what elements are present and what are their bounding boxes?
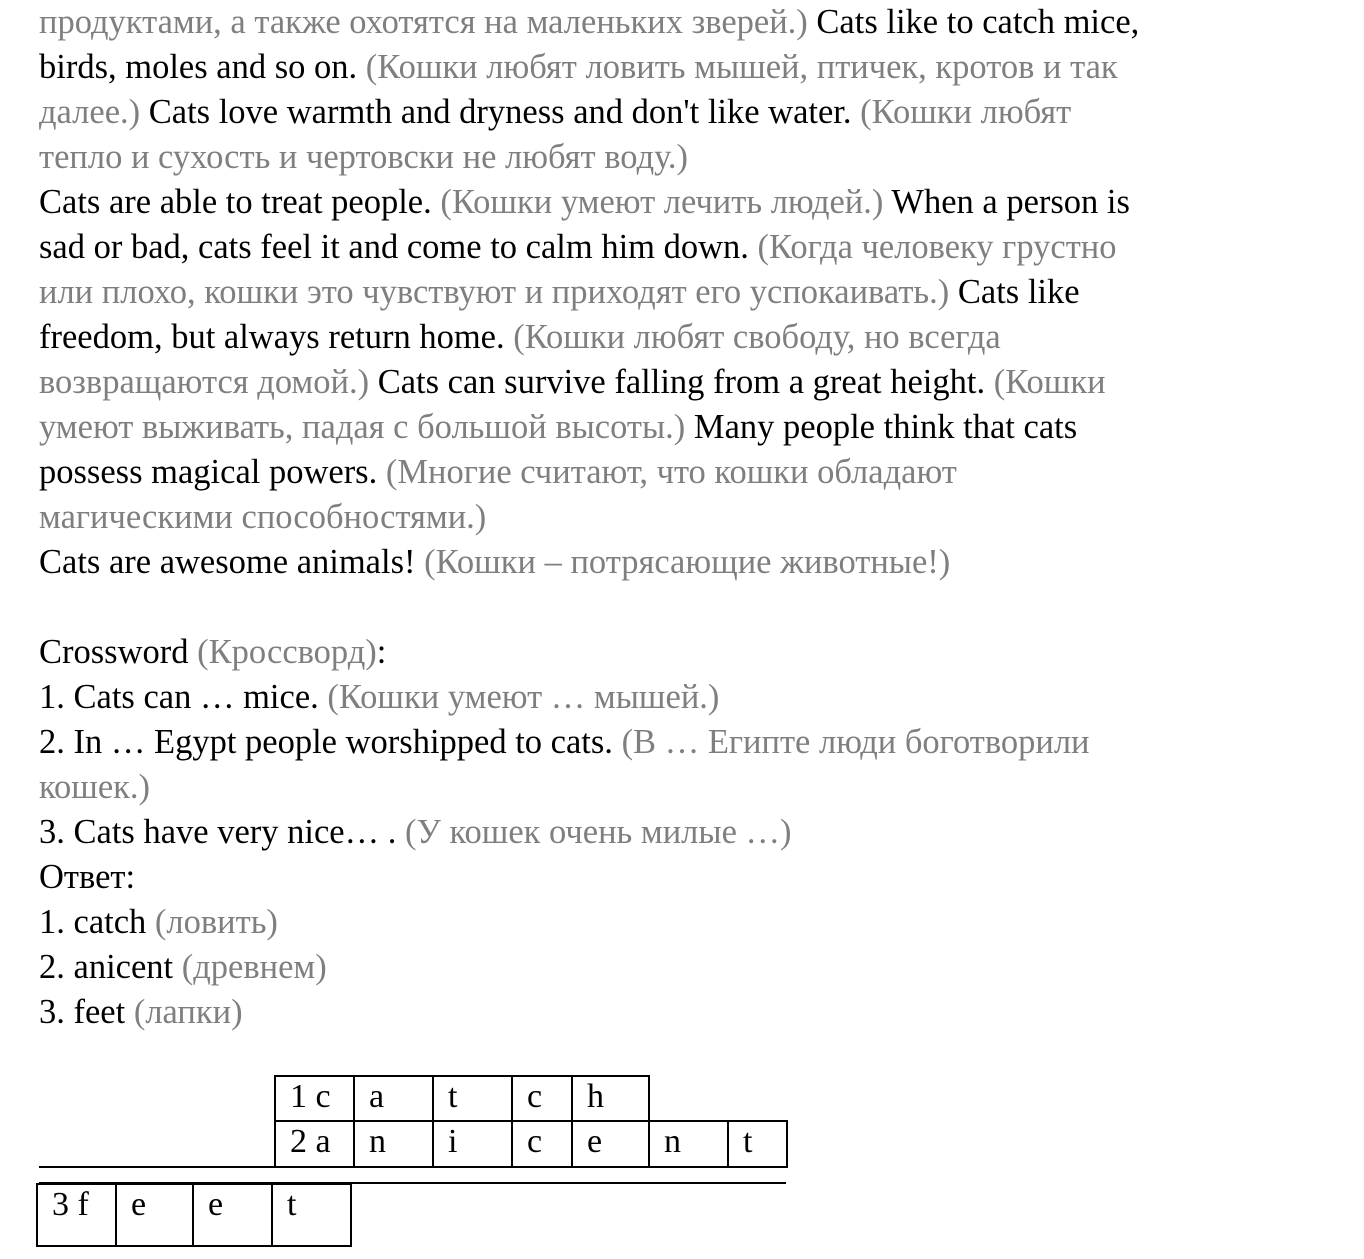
russian-translation: (древнем) bbox=[173, 948, 327, 986]
text-line bbox=[39, 810, 1339, 855]
paragraph bbox=[39, 180, 1339, 540]
english-text: Ответ: bbox=[39, 858, 136, 896]
russian-translation: (Кошки bbox=[985, 363, 1106, 401]
russian-translation: (В … Египте люди боготворили bbox=[612, 723, 1090, 761]
english-text: sad or bad, cats feel it and come to calm him down. bbox=[39, 228, 749, 266]
english-text: birds, moles and so on. bbox=[39, 48, 358, 86]
crossword-cell: e bbox=[115, 1183, 194, 1247]
text-line bbox=[39, 270, 1339, 315]
russian-translation: (Кошки умеют лечить людей.) bbox=[431, 183, 884, 221]
english-text: 3. feet bbox=[39, 993, 126, 1031]
russian-translation: (Кроссворд) bbox=[188, 633, 377, 671]
english-text: 2. In … Egypt people worshipped to cats. bbox=[39, 723, 613, 761]
russian-translation: (Многие считают, что кошки обладают bbox=[377, 453, 957, 491]
crossword-cell: c bbox=[511, 1075, 573, 1122]
english-text: When a person is bbox=[883, 183, 1130, 221]
text-line bbox=[39, 0, 1339, 45]
paragraph bbox=[39, 585, 1339, 630]
text-line bbox=[39, 90, 1339, 135]
crossword-cell: a bbox=[353, 1075, 434, 1122]
crossword-cell: 3 f bbox=[36, 1183, 117, 1247]
russian-translation: тепло и сухость и чертовски не любят воду.) bbox=[39, 138, 689, 176]
crossword-cell: i bbox=[432, 1120, 513, 1168]
text-line bbox=[39, 45, 1339, 90]
text-line bbox=[39, 585, 1339, 630]
russian-translation: далее.) bbox=[39, 93, 141, 131]
russian-translation: (Кошки любят свободу, но всегда bbox=[504, 318, 1001, 356]
english-text: : bbox=[376, 633, 387, 671]
crossword-cell: n bbox=[353, 1120, 434, 1168]
english-text: 1. Cats can … mice. bbox=[39, 678, 319, 716]
crossword-cell: t bbox=[727, 1120, 788, 1168]
paragraph bbox=[39, 540, 1339, 585]
russian-translation: (Кошки умеют … мышей.) bbox=[318, 678, 720, 716]
english-text: possess magical powers. bbox=[39, 453, 378, 491]
text-line bbox=[39, 360, 1339, 405]
english-text: 1. catch bbox=[39, 903, 147, 941]
paragraph bbox=[39, 630, 1339, 1035]
english-text: Cats love warmth and dryness and don't like water. bbox=[140, 93, 852, 131]
russian-translation: умеют выживать, падая с большой высоты.) bbox=[39, 408, 686, 446]
russian-translation: кошек.) bbox=[39, 768, 151, 806]
russian-translation: возвращаются домой.) bbox=[39, 363, 370, 401]
english-text: Crossword bbox=[39, 633, 189, 671]
english-text: freedom, but always return home. bbox=[39, 318, 505, 356]
paragraph bbox=[39, 0, 1339, 180]
english-text: Cats like to catch mice, bbox=[807, 3, 1140, 41]
text-line bbox=[39, 675, 1339, 720]
crossword-cell: h bbox=[571, 1075, 650, 1122]
russian-translation: магическими способностями.) bbox=[39, 498, 487, 536]
english-text bbox=[39, 588, 48, 626]
russian-translation: или плохо, кошки это чувствуют и приходят его успокаивать.) bbox=[39, 273, 950, 311]
text-line bbox=[39, 495, 1339, 540]
text-line bbox=[39, 540, 1339, 585]
text-line bbox=[39, 990, 1339, 1035]
russian-translation: (ловить) bbox=[146, 903, 278, 941]
text-line bbox=[39, 405, 1339, 450]
russian-translation: (У кошек очень милые …) bbox=[396, 813, 792, 851]
english-text: Cats are awesome animals! bbox=[39, 543, 416, 581]
crossword-cell: c bbox=[511, 1120, 573, 1168]
english-text: Cats are able to treat people. bbox=[39, 183, 432, 221]
crossword-cell: 1 c bbox=[274, 1075, 355, 1122]
crossword-cell: e bbox=[192, 1183, 273, 1247]
text-line bbox=[39, 225, 1339, 270]
crossword-cell: t bbox=[432, 1075, 513, 1122]
text-line bbox=[39, 720, 1339, 765]
text-line bbox=[39, 765, 1339, 810]
english-text: Cats can survive falling from a great height. bbox=[369, 363, 986, 401]
russian-translation: (Кошки – потрясающие животные!) bbox=[415, 543, 951, 581]
english-text: Many people think that cats bbox=[685, 408, 1078, 446]
crossword-cell: t bbox=[271, 1183, 352, 1247]
text-line bbox=[39, 855, 1339, 900]
russian-translation: (Кошки любят bbox=[851, 93, 1072, 131]
text-line bbox=[39, 900, 1339, 945]
russian-translation: (лапки) bbox=[125, 993, 243, 1031]
english-text: Cats like bbox=[949, 273, 1080, 311]
crossword-divider bbox=[39, 1166, 276, 1168]
document-body bbox=[39, 0, 1339, 1035]
crossword-cell: 2 a bbox=[274, 1120, 355, 1168]
english-text: 3. Cats have very nice… . bbox=[39, 813, 397, 851]
russian-translation: продуктами, а также охотятся на маленьких зверей.) bbox=[39, 3, 808, 41]
crossword-cell: n bbox=[648, 1120, 729, 1168]
english-text: 2. anicent bbox=[39, 948, 174, 986]
crossword-cell: e bbox=[571, 1120, 650, 1168]
text-line bbox=[39, 630, 1339, 675]
text-line bbox=[39, 135, 1339, 180]
text-line bbox=[39, 945, 1339, 990]
text-line bbox=[39, 180, 1339, 225]
text-line bbox=[39, 450, 1339, 495]
text-line bbox=[39, 315, 1339, 360]
russian-translation: (Кошки любят ловить мышей, птичек, кротов и так bbox=[357, 48, 1118, 86]
russian-translation: (Когда человеку грустно bbox=[748, 228, 1117, 266]
